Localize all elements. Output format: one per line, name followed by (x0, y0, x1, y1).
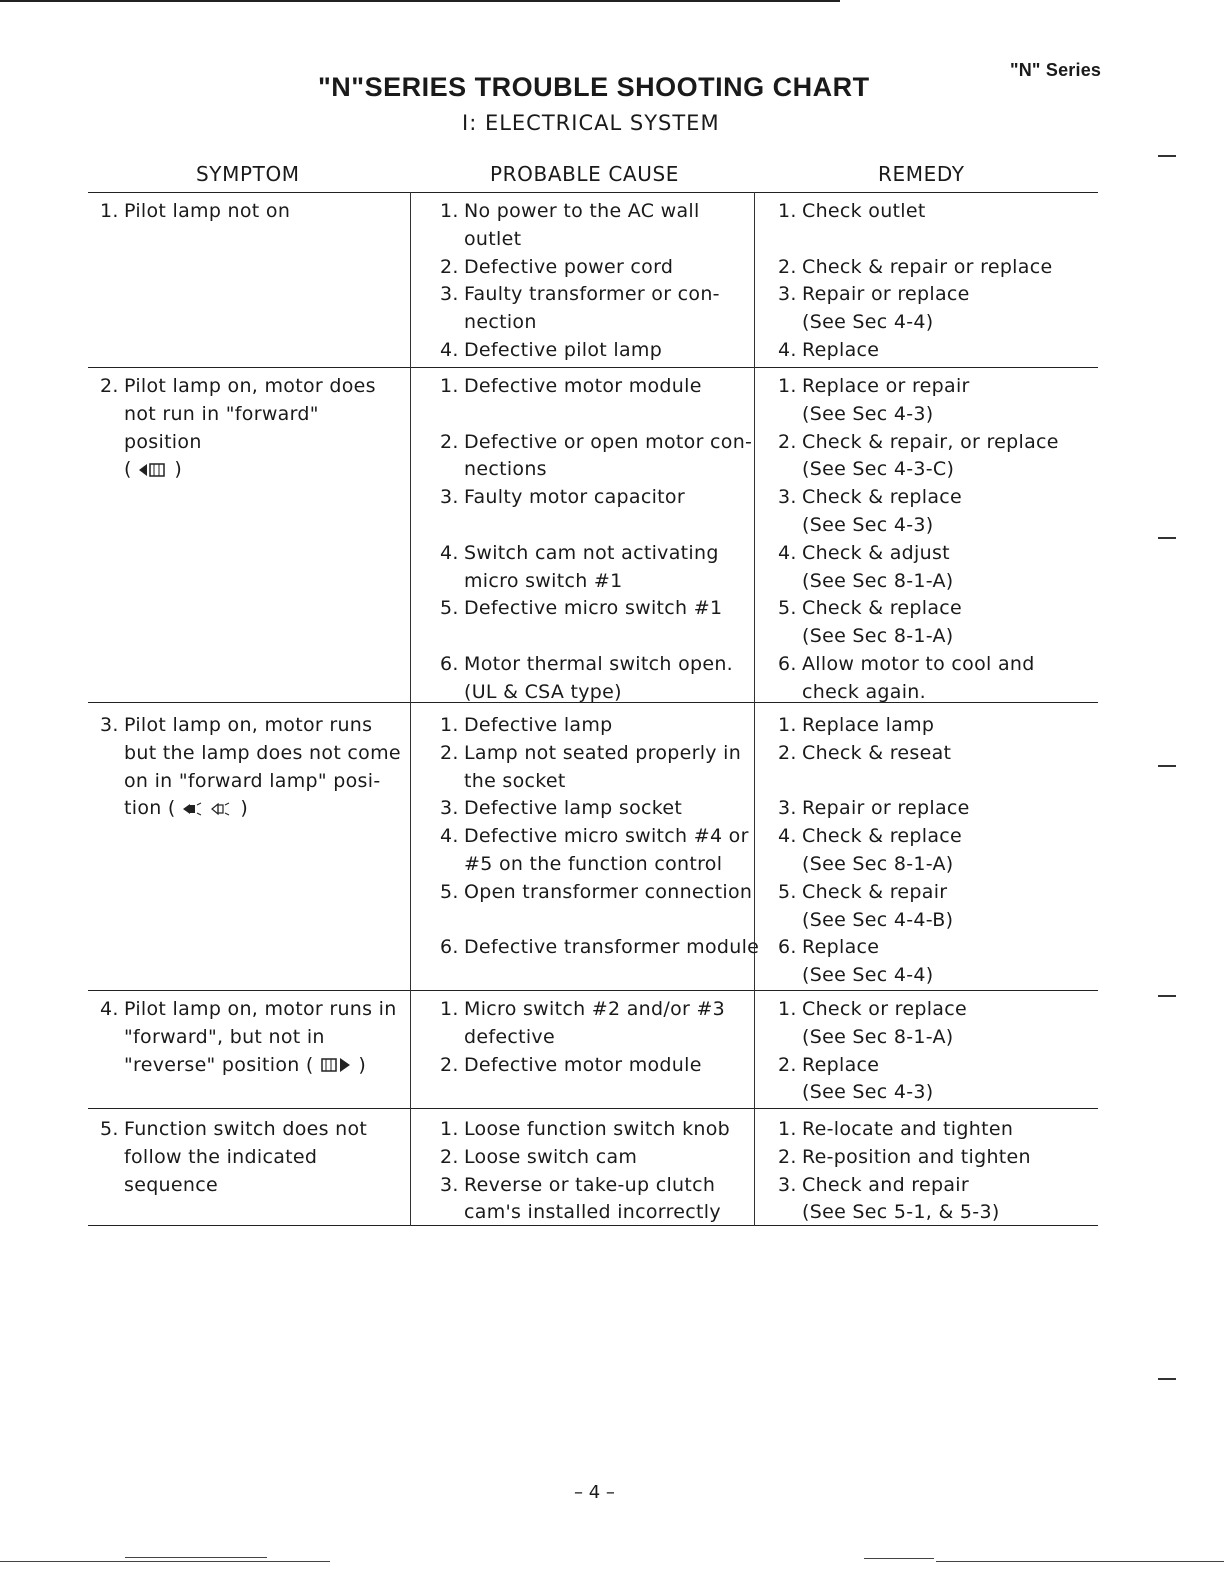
cause-list: 1. Defective lamp 2. Lamp not seated properly in the socket 3. Defective lamp socket 4. Defective micro switch #4 or #5 on the function control 5. Open transformer connection 6. Defective transformer module (440, 714, 760, 959)
forward-motion-icon (138, 461, 168, 479)
reverse-motion-icon (320, 1056, 352, 1074)
bottom-rule (125, 1557, 267, 1558)
cause-list: 1. Loose function switch knob 2. Loose switch cam 3. Reverse or take-up clutch cam's installed incorrectly (440, 1118, 731, 1224)
symptom-cell: 2. Pilot lamp on, motor does not run in "forward" position ( ) (100, 375, 376, 481)
column-header-symptom: SYMPTOM (196, 162, 300, 186)
symptom-cell: 3. Pilot lamp on, motor runs but the lamp does not come on in "forward lamp" posi- tion ( ) (100, 714, 401, 820)
cause-list: 1. No power to the AC wall outlet 2. Defective power cord 3. Faulty transformer or con- nection 4. Defective pilot lamp (440, 200, 720, 361)
remedy-list: 1. Replace or repair (See Sec 4-3) 2. Check & repair, or replace (See Sec 4-3-C) 3. Check & replace (See Sec 4-3) 4. Check & adjust (See Sec 8-1-A) 5. Check & replace (See Sec 8-1-A) 6. Allow motor to cool and check again. (778, 375, 1059, 703)
page-title: "N"SERIES TROUBLE SHOOTING CHART (318, 72, 870, 102)
section-subtitle: I: ELECTRICAL SYSTEM (462, 111, 720, 135)
remedy-list: 1. Replace lamp 2. Check & reseat 3. Repair or replace 4. Check & replace (See Sec 8-1-A) 5. Check & repair (See Sec 4-4-B) 6. Replace (See Sec 4-4) (778, 714, 970, 987)
bottom-rule (936, 1561, 1224, 1562)
bottom-rule (864, 1558, 934, 1559)
margin-mark (1158, 537, 1176, 539)
remedy-list: 1. Check outlet 2. Check & repair or replace 3. Repair or replace (See Sec 4-4) 4. Replace (778, 200, 1053, 361)
column-header-remedy: REMEDY (878, 162, 965, 186)
cause-list: 1. Defective motor module 2. Defective or open motor con- nections 3. Faulty motor capacitor 4. Switch cam not activating micro switch #1 5. Defective micro switch #1 6. Motor thermal switch open. (UL & CSA type) (440, 375, 753, 703)
symptom-cell: 4. Pilot lamp on, motor runs in "forward", but not in "reverse" position ( ) (100, 998, 397, 1076)
top-rule (0, 0, 840, 2)
column-header-cause: PROBABLE CAUSE (490, 162, 679, 186)
remedy-list: 1. Re-locate and tighten 2. Re-position and tighten 3. Check and repair (See Sec 5-1, & 5-3) (778, 1118, 1031, 1224)
page-number: – 4 – (574, 1482, 615, 1503)
margin-mark (1158, 765, 1176, 767)
row-divider (88, 990, 1098, 991)
forward-lamp-icon (182, 800, 234, 818)
row-divider (88, 367, 1098, 368)
header-rule (88, 192, 1098, 193)
symptom-cell: 1. Pilot lamp not on (100, 200, 291, 222)
cause-list: 1. Micro switch #2 and/or #3 defective 2. Defective motor module (440, 998, 726, 1076)
symptom-cell: 5. Function switch does not follow the indicated sequence (100, 1118, 368, 1196)
margin-mark (1158, 155, 1176, 157)
series-tag: "N" Series (1010, 60, 1102, 80)
remedy-list: 1. Check or replace (See Sec 8-1-A) 2. Replace (See Sec 4-3) (778, 998, 967, 1104)
row-divider (88, 1108, 1098, 1109)
column-divider (410, 192, 411, 1226)
margin-mark (1158, 1378, 1176, 1380)
bottom-rule (0, 1561, 330, 1562)
margin-mark (1158, 995, 1176, 997)
column-divider (754, 192, 755, 1226)
